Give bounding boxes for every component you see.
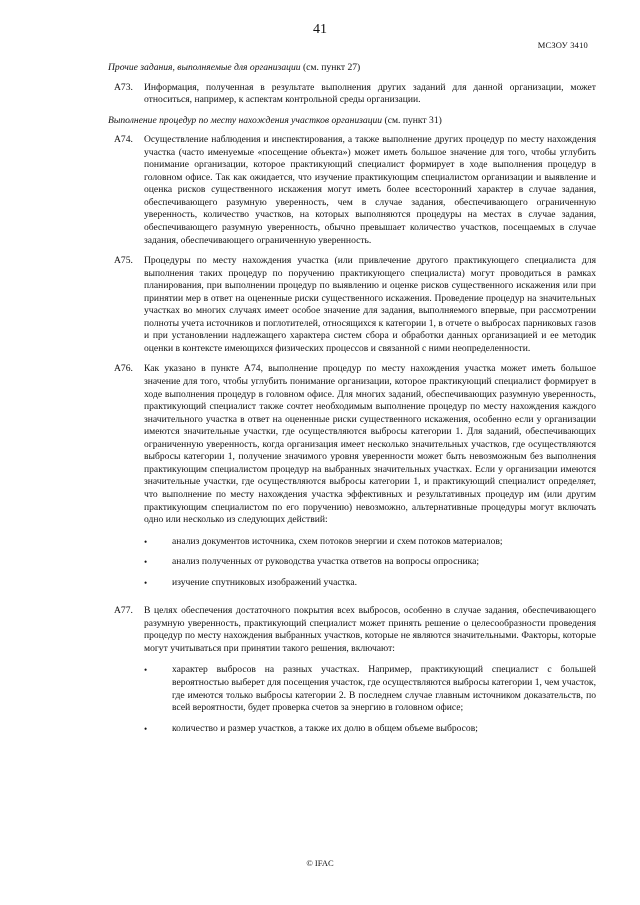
paragraph-text: Осуществление наблюдения и инспектирования, а также выполнение других процедур по месту нахождения участка (часто именуемые «посещение объекта») может иметь большое значение для того, чтобы углубить понимание организации, которое практикующий специалист формирует в ходе выполнения процедур в головном офисе. Так как ожидается, что изучение практикующим специалистом организации и выявление и оценка рисков существенного искажения могут иметь более всесторонний характер в случае задания, обеспечивающего разумную уверенность, чем в случае задания, обеспечивающего ограниченную уверенность, количество участков, на которых выполняются процедуры на местах в случае задания, обеспечивающего разумную уверенность, обычно превышает количество участков, посещаемых в случае задания, обеспечивающего ограниченную уверенность. <box>144 134 596 246</box>
list-item-text: характер выбросов на разных участках. Например, практикующий специалист с большей вероятностью выберет для посещения участок, где осуществляются выбросы категории 1, чем участок, где имеются только выбросы категории 2. В последнем случае главным источником доказательств, по всей вероятности, будет проверка счетов за энергию в головном офисе; <box>172 664 596 714</box>
paragraph-number: A75. <box>114 255 133 267</box>
paragraph-a76 <box>108 363 596 597</box>
section-reference: (см. пункт 27) <box>300 62 361 73</box>
bullet-icon: • <box>144 577 148 588</box>
paragraph-text: Информация, полученная в результате выполнения других заданий для данной организации, может относиться, например, к аспектам контрольной среды организации. <box>144 81 596 106</box>
bullet-icon: • <box>144 723 148 734</box>
section-heading <box>108 115 596 128</box>
list-item-text: изучение спутниковых изображений участка. <box>172 576 357 588</box>
paragraph-number: A77. <box>114 605 133 617</box>
paragraph-number: A76. <box>114 363 133 375</box>
document-body <box>108 62 596 751</box>
section-heading <box>108 62 596 75</box>
footer-copyright: © IFAC <box>306 858 334 868</box>
list-item <box>144 577 596 590</box>
list-item <box>144 723 596 736</box>
bullet-list <box>144 664 596 735</box>
paragraph-number: A73. <box>114 81 133 93</box>
bullet-list <box>144 536 596 590</box>
bullet-icon: • <box>144 557 148 568</box>
section-title: Выполнение процедур по месту нахождения участков организации <box>108 114 383 126</box>
paragraph-text: Процедуры по месту нахождения участка (или привлечение другого практикующего специалиста для выполнения таких процедур по поручению практикующего специалиста) могут проводиться в рамках планирования, при выполнении процедур по выявлению и оценке рисков существенного искажения или при принятии мер в ответ на оцененные риски существенного искажения. Проведение процедур на значительных участках во многих случаях имеет особое значение для задания, выполняемого впервые, при рассмотрении полноты учета источников и поглотителей, относящихся к категории 1, в отчете о выбросах парниковых газов и при установлении надлежащего характера систем сбора и обработки данных организацией и ее методик оценки в контексте имеющихся физических процессов и связанной с ними неопределенности. <box>144 255 596 354</box>
paragraph-number: A74. <box>114 134 133 146</box>
bullet-icon: • <box>144 536 148 547</box>
paragraph-a75 <box>108 255 596 355</box>
list-item-text: количество и размер участков, а также их долю в общем объеме выбросов; <box>172 722 478 734</box>
bullet-icon: • <box>144 665 148 676</box>
page-number: 41 <box>313 22 327 37</box>
document-code: МСЗОУ 3410 <box>537 40 588 50</box>
paragraph-a73 <box>108 82 596 107</box>
paragraph-a77 <box>108 605 596 743</box>
list-item <box>144 664 596 714</box>
paragraph-text: В целях обеспечения достаточного покрытия всех выбросов, особенно в случае задания, обеспечивающего разумную уверенность, практикующий специалист может принять решение о целесообразности проведения процедур по месту нахождения выбранных участков, которые не являются значительными. Факторы, которые могут учитываться при принятии такого решения, включают: <box>144 605 596 654</box>
list-item-text: анализ документов источника, схем потоков энергии и схем потоков материалов; <box>172 535 503 547</box>
paragraph-a74 <box>108 134 596 247</box>
list-item <box>144 536 596 549</box>
list-item <box>144 556 596 569</box>
list-item-text: анализ полученных от руководства участка ответов на вопросы опросника; <box>172 556 480 568</box>
section-reference: (см. пункт 31) <box>382 114 442 126</box>
paragraph-text: Как указано в пункте A74, выполнение процедур по месту нахождения участка может иметь большое значение для того, чтобы углубить понимание организации, которое практикующий специалист формирует в ходе выполнения процедур в головном офисе. Для многих заданий, обеспечивающих разумную уверенность, практикующий специалист также сочтет необходимым выполнение процедур по месту нахождения каждого значительного участка в ответ на оцененные риски существенного искажения, особенно если у организации имеются значительные участки, где осуществляются выбросы категории 1. Для заданий, обеспечивающих ограниченную уверенность, когда организация имеет несколько значительных участков, где осуществляются выбросы категории 1, получение значимого уровня уверенности может быть невозможным без выполнения практикующим специалистом процедур на выбранных значительных участках. Если у организации имеются значительные участки, где осуществляются выбросы категории 1, и практикующий специалист определяет, что выполнение по месту нахождения участка эффективных и результативных процедур им (или другим практикующим специалистом по его поручению) невозможно, альтернативные процедуры могут включать одно или несколько из следующих действий: <box>144 363 596 526</box>
section-title: Прочие задания, выполняемые для организации <box>108 62 301 73</box>
